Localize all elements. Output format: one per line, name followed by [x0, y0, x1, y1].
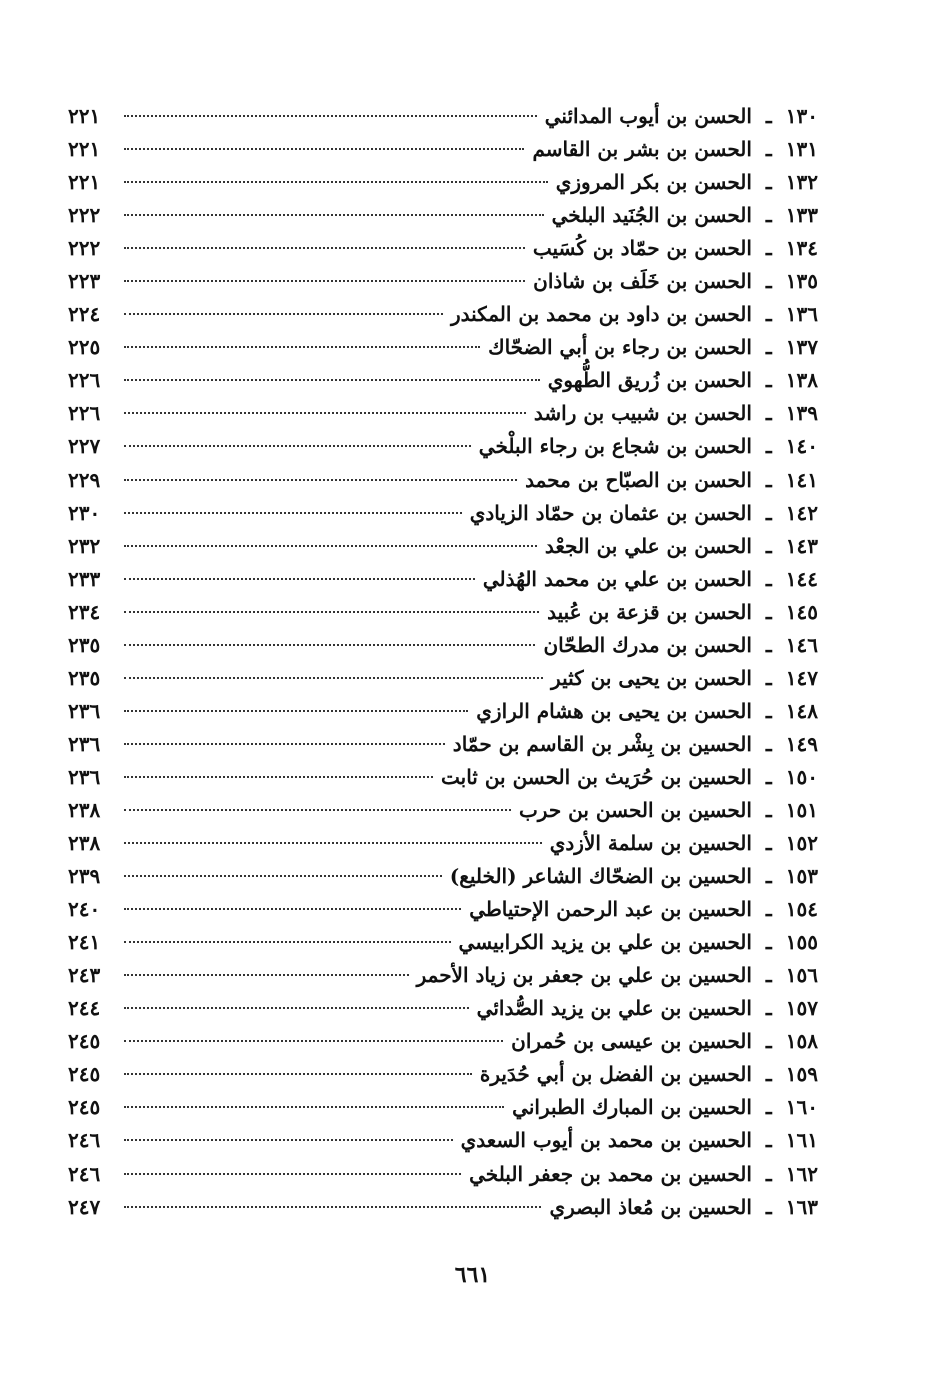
entry-number: ١٦٠	[785, 1095, 818, 1120]
entry-page: ٢٣٥	[68, 632, 101, 657]
dot-leader	[124, 1073, 472, 1075]
entry-number: ١٦٣	[785, 1194, 818, 1219]
entry-separator: ـ	[765, 335, 772, 360]
entry-name: الحسن بن علي بن الجعْد	[544, 533, 752, 558]
entry-name: الحسين بن الحسن بن حرب	[518, 797, 752, 822]
entry-separator: ـ	[765, 269, 772, 294]
entry-separator: ـ	[765, 467, 772, 492]
dot-leader	[124, 545, 537, 547]
page-number: ٦٦١	[454, 1262, 491, 1288]
entry-number: ١٥٣	[785, 864, 818, 889]
entry-number: ١٤٢	[785, 500, 818, 525]
entry-separator: ـ	[765, 963, 772, 988]
entry-name: الحسن بن يحيى بن كثير	[551, 665, 752, 690]
dot-leader	[124, 644, 535, 646]
dot-leader	[124, 115, 537, 117]
dot-leader	[124, 1173, 461, 1175]
entry-separator: ـ	[765, 170, 772, 195]
entry-number: ١٥٤	[785, 897, 818, 922]
entry-separator: ـ	[765, 1095, 772, 1120]
entry-name: الحسن بن رجاء بن أبي الضحّاك	[488, 335, 752, 360]
entry-separator: ـ	[765, 1194, 772, 1219]
entry-separator: ـ	[765, 401, 772, 426]
dot-leader	[124, 346, 480, 348]
toc-entry	[68, 236, 818, 269]
entry-page: ٢٣٢	[68, 533, 101, 558]
toc-entry	[68, 930, 818, 963]
entry-page: ٢٢٧	[68, 434, 101, 459]
dot-leader	[124, 611, 539, 613]
entry-separator: ـ	[765, 930, 772, 955]
entry-separator: ـ	[765, 236, 772, 261]
toc-entry	[68, 302, 818, 335]
toc-entry	[68, 567, 818, 600]
entry-number: ١٤٨	[785, 698, 818, 723]
entry-number: ١٣١	[785, 137, 818, 162]
toc-entry	[68, 600, 818, 633]
entry-number: ١٤٥	[785, 599, 818, 624]
entry-name: الحسن بن أيوب المدائني	[544, 104, 752, 128]
table-of-contents	[68, 104, 818, 1228]
toc-entry	[68, 534, 818, 567]
entry-number: ١٣٨	[785, 368, 818, 393]
entry-number: ١٣٠	[785, 104, 818, 128]
entry-separator: ـ	[765, 897, 772, 922]
toc-entry	[68, 798, 818, 831]
entry-page: ٢٤١	[68, 930, 101, 955]
entry-name: الحسين بن مُعاذ البصري	[549, 1194, 752, 1219]
dot-leader	[124, 1040, 503, 1042]
entry-page: ٢٣٨	[68, 797, 101, 822]
toc-entry	[68, 633, 818, 666]
entry-page: ٢٢٦	[68, 368, 101, 393]
dot-leader	[124, 710, 468, 712]
dot-leader	[124, 512, 462, 514]
entry-number: ١٣٣	[785, 203, 818, 228]
entry-separator: ـ	[765, 996, 772, 1021]
entry-number: ١٣٤	[785, 236, 818, 261]
dot-leader	[124, 842, 542, 844]
entry-separator: ـ	[765, 104, 772, 128]
entry-number: ١٥٨	[785, 1029, 818, 1054]
entry-page: ٢٤٧	[68, 1194, 101, 1219]
entry-name: الحسين بن علي بن يزيد الكرابيسي	[458, 930, 752, 955]
entry-page: ٢٢٤	[68, 302, 101, 327]
entry-name: الحسن بن حمّاد بن كُسَيب	[532, 236, 752, 261]
toc-entry	[68, 368, 818, 401]
toc-entry	[68, 1062, 818, 1095]
entry-page: ٢٤٠	[68, 897, 101, 922]
entry-page: ٢٢١	[68, 170, 101, 195]
dot-leader	[124, 809, 511, 811]
dot-leader	[124, 1007, 469, 1009]
toc-entry	[68, 732, 818, 765]
entry-name: الحسن بن زُريق الطُّهوي	[547, 368, 752, 393]
toc-entry	[68, 1195, 818, 1228]
entry-page: ٢٢٢	[68, 203, 101, 228]
entry-separator: ـ	[765, 599, 772, 624]
entry-separator: ـ	[765, 797, 772, 822]
entry-page: ٢٤٣	[68, 963, 101, 988]
entry-name: الحسين بن بِشْر بن القاسم بن حمّاد	[452, 731, 752, 756]
dot-leader	[124, 479, 517, 481]
toc-entry	[68, 1128, 818, 1161]
entry-page: ٢٤٥	[68, 1095, 101, 1120]
entry-name: الحسين بن حُرَيث بن الحسن بن ثابت	[440, 764, 752, 789]
entry-number: ١٤١	[785, 467, 818, 492]
dot-leader	[124, 148, 524, 150]
entry-number: ١٤٠	[785, 434, 818, 459]
toc-entry	[68, 137, 818, 170]
entry-name: الحسن بن يحيى بن هشام الرازي	[476, 698, 752, 723]
entry-name: الحسين بن سلمة الأزدي	[549, 831, 752, 856]
entry-page: ٢٣٩	[68, 864, 101, 889]
entry-name: الحسن بن علي بن محمد الهُذلي	[482, 566, 752, 591]
entry-separator: ـ	[765, 665, 772, 690]
toc-entry	[68, 963, 818, 996]
entry-number: ١٥٠	[785, 764, 818, 789]
dot-leader	[124, 974, 409, 976]
entry-name: الحسن بن داود بن محمد بن المكندر	[450, 302, 752, 327]
entry-number: ١٦٢	[785, 1161, 818, 1186]
entry-number: ١٥٢	[785, 831, 818, 856]
entry-number: ١٥٦	[785, 963, 818, 988]
entry-separator: ـ	[765, 764, 772, 789]
dot-leader	[124, 677, 543, 679]
entry-separator: ـ	[765, 698, 772, 723]
entry-number: ١٣٢	[785, 170, 818, 195]
toc-entry	[68, 269, 818, 302]
entry-separator: ـ	[765, 731, 772, 756]
entry-page: ٢٢٦	[68, 401, 101, 426]
entry-page: ٢٢٢	[68, 236, 101, 261]
entry-page: ٢٤٦	[68, 1128, 101, 1153]
entry-page: ٢٣٦	[68, 764, 101, 789]
dot-leader	[124, 743, 445, 745]
entry-name: الحسين بن محمد بن أيوب السعدي	[460, 1128, 752, 1153]
entry-separator: ـ	[765, 1062, 772, 1087]
toc-entry	[68, 699, 818, 732]
entry-number: ١٤٣	[785, 533, 818, 558]
entry-name: الحسين بن علي بن يزيد الصُّدائي	[476, 996, 752, 1021]
toc-entry	[68, 501, 818, 534]
entry-name: الحسن بن بكر المروزي	[555, 170, 752, 195]
dot-leader	[124, 214, 544, 216]
entry-name: الحسن بن شجاع بن رجاء البلْخي	[478, 434, 752, 459]
toc-entry	[68, 434, 818, 467]
entry-page: ٢٤٤	[68, 996, 101, 1021]
entry-number: ١٥٩	[785, 1062, 818, 1087]
entry-number: ١٣٦	[785, 302, 818, 327]
dot-leader	[124, 875, 442, 877]
entry-name: الحسن بن مدرك الطحّان	[543, 632, 752, 657]
entry-number: ١٥٧	[785, 996, 818, 1021]
entry-separator: ـ	[765, 533, 772, 558]
entry-separator: ـ	[765, 302, 772, 327]
entry-name: الحسن بن الجُنَيد البلخي	[551, 203, 752, 228]
entry-separator: ـ	[765, 566, 772, 591]
entry-page: ٢٣٠	[68, 500, 101, 525]
toc-entry	[68, 765, 818, 798]
entry-page: ٢٤٥	[68, 1062, 101, 1087]
entry-page: ٢٣٤	[68, 599, 101, 624]
entry-separator: ـ	[765, 137, 772, 162]
dot-leader	[124, 1106, 504, 1108]
dot-leader	[124, 247, 525, 249]
entry-separator: ـ	[765, 632, 772, 657]
dot-leader	[124, 776, 433, 778]
entry-number: ١٤٩	[785, 731, 818, 756]
entry-page: ٢٢٣	[68, 269, 101, 294]
dot-leader	[124, 1206, 541, 1208]
entry-number: ١٥٥	[785, 930, 818, 955]
dot-leader	[124, 280, 525, 282]
toc-entry	[68, 897, 818, 930]
entry-separator: ـ	[765, 203, 772, 228]
dot-leader	[124, 578, 475, 580]
entry-separator: ـ	[765, 500, 772, 525]
entry-name: الحسن بن خَلَف بن شاذان	[533, 269, 752, 294]
entry-separator: ـ	[765, 1029, 772, 1054]
entry-name: الحسين بن الضحّاك الشاعر (الخليع)	[449, 864, 752, 889]
entry-separator: ـ	[765, 1128, 772, 1153]
entry-name: الحسن بن بشر بن القاسم	[532, 137, 752, 162]
entry-name: الحسين بن محمد بن جعفر البلخي	[469, 1161, 752, 1186]
dot-leader	[124, 379, 540, 381]
entry-name: الحسين بن عيسى بن حُمران	[511, 1029, 752, 1054]
entry-number: ١٥١	[785, 797, 818, 822]
entry-name: الحسين بن عبد الرحمن الإحتياطي	[469, 897, 752, 922]
entry-separator: ـ	[765, 434, 772, 459]
entry-name: الحسين بن المبارك الطبراني	[512, 1095, 752, 1120]
entry-name: الحسين بن الفضل بن أبي حُدَيرة	[479, 1062, 752, 1087]
entry-page: ٢٣٥	[68, 665, 101, 690]
dot-leader	[124, 908, 461, 910]
toc-entry	[68, 104, 818, 137]
entry-separator: ـ	[765, 368, 772, 393]
toc-entry	[68, 831, 818, 864]
toc-entry	[68, 170, 818, 203]
entry-page: ٢٣٦	[68, 731, 101, 756]
entry-number: ١٦١	[785, 1128, 818, 1153]
entry-page: ٢٢١	[68, 104, 101, 128]
entry-separator: ـ	[765, 831, 772, 856]
entry-page: ٢٣٣	[68, 566, 101, 591]
toc-entry	[68, 996, 818, 1029]
entry-page: ٢٣٦	[68, 698, 101, 723]
dot-leader	[124, 181, 548, 183]
dot-leader	[124, 445, 471, 447]
entry-name: الحسن بن قزعة بن عُبيد	[547, 599, 752, 624]
entry-page: ٢٤٦	[68, 1161, 101, 1186]
entry-page: ٢٢٥	[68, 335, 101, 360]
entry-page: ٢٤٥	[68, 1029, 101, 1054]
entry-page: ٢٣٨	[68, 831, 101, 856]
toc-entry	[68, 1029, 818, 1062]
dot-leader	[124, 941, 451, 943]
entry-name: الحسين بن علي بن جعفر بن زياد الأحمر	[416, 963, 752, 988]
entry-separator: ـ	[765, 864, 772, 889]
toc-entry	[68, 401, 818, 434]
toc-entry	[68, 666, 818, 699]
toc-entry	[68, 1162, 818, 1195]
entry-page: ٢٢١	[68, 137, 101, 162]
toc-entry	[68, 1095, 818, 1128]
toc-entry	[68, 335, 818, 368]
entry-number: ١٤٧	[785, 665, 818, 690]
toc-entry	[68, 864, 818, 897]
dot-leader	[124, 313, 443, 315]
entry-name: الحسن بن الصبّاح بن محمد	[525, 467, 752, 492]
dot-leader	[124, 1139, 453, 1141]
entry-number: ١٤٤	[785, 566, 818, 591]
entry-number: ١٤٦	[785, 632, 818, 657]
toc-entry	[68, 468, 818, 501]
entry-separator: ـ	[765, 1161, 772, 1186]
dot-leader	[124, 412, 526, 414]
entry-number: ١٣٥	[785, 269, 818, 294]
entry-name: الحسن بن شبيب بن راشد	[533, 401, 752, 426]
entry-name: الحسن بن عثمان بن حمّاد الزيادي	[469, 500, 752, 525]
entry-page: ٢٢٩	[68, 467, 101, 492]
entry-number: ١٣٧	[785, 335, 818, 360]
entry-number: ١٣٩	[785, 401, 818, 426]
toc-entry	[68, 203, 818, 236]
